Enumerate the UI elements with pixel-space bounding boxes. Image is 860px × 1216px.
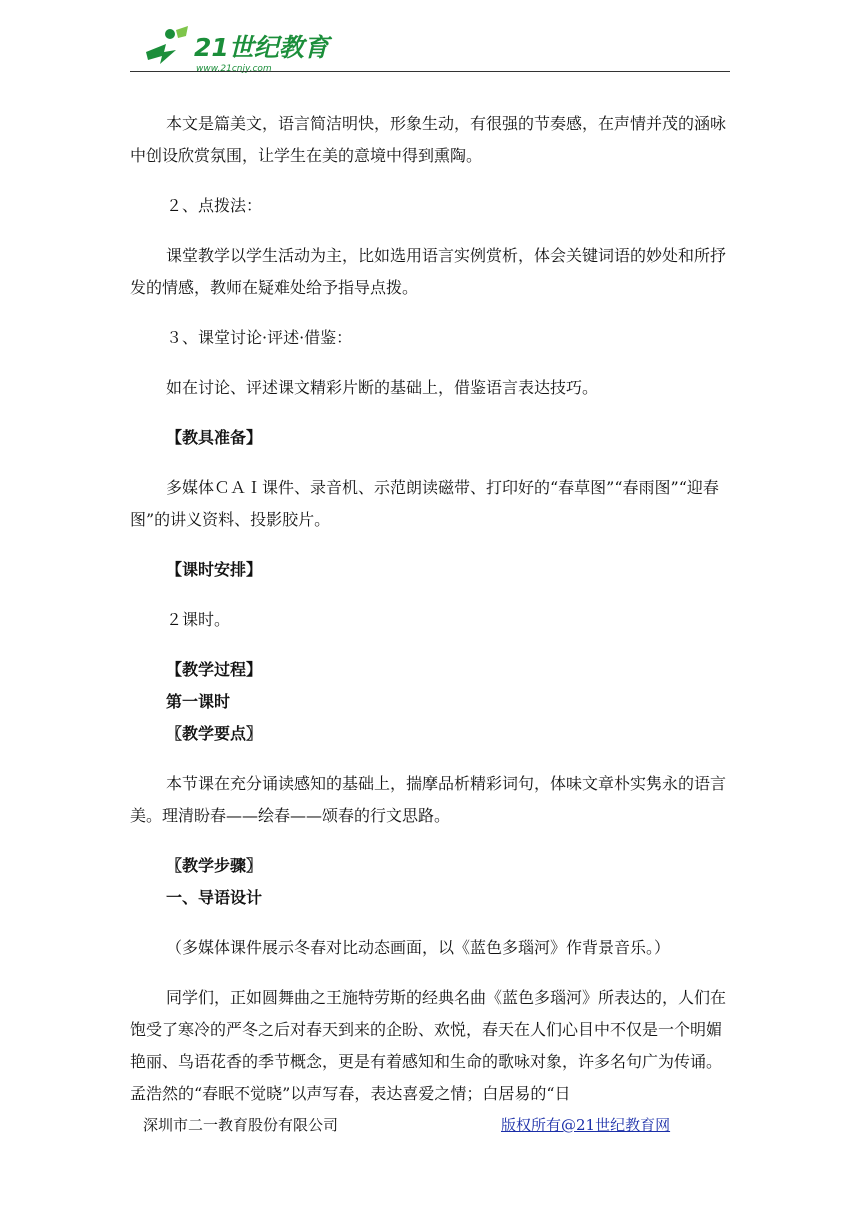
paragraph: 多媒体ＣＡＩ课件、录音机、示范朗读磁带、打印好的“春草图”“春雨图”“迎春图”的讲义资料、投影胶片。 <box>130 478 719 529</box>
paragraph: 同学们，正如圆舞曲之王施特劳斯的经典名曲《蓝色多瑙河》所表达的，人们在饱受了寒冷的严冬之后对春天到来的企盼、欢悦，春天在人们心目中不仅是一个明媚艳丽、鸟语花香的季节概念，更是有着感知和生命的歌咏对象，许多名句广为传诵。孟浩然的“春眠不觉晓”以声写春，表达喜爱之情；白居易的“日 <box>130 988 727 1103</box>
sub-heading: 一、导语设计 <box>166 888 263 907</box>
sub-heading: 〖教学步骤〗 <box>166 856 263 875</box>
sub-heading: 〖教学要点〗 <box>166 724 263 743</box>
logo-21cnjy <box>136 22 336 74</box>
logo-brand-text: 21世纪教育 <box>194 33 329 62</box>
section-heading: 【课时安排】 <box>166 560 263 579</box>
section-heading: 【教学过程】 <box>166 660 263 679</box>
paragraph: （多媒体课件展示冬春对比动态画面，以《蓝色多瑙河》作背景音乐。） <box>166 938 671 957</box>
paragraph: 如在讨论、评述课文精彩片断的基础上，借鉴语言表达技巧。 <box>166 378 599 397</box>
header-divider <box>130 71 730 72</box>
paragraph: 本文是篇美文，语言简洁明快，形象生动，有很强的节奏感，在声情并茂的涵咏中创设欣赏氛围，让学生在美的意境中得到熏陶。 <box>130 114 727 165</box>
paragraph: ２课时。 <box>166 610 231 629</box>
list-item: ３、课堂讨论·评述·借鉴： <box>166 328 353 347</box>
page-header <box>130 18 730 74</box>
footer-copyright-link[interactable]: 版权所有@21世纪教育网 <box>501 1116 671 1134</box>
list-item: ２、点拨法： <box>166 196 263 215</box>
document-body <box>130 108 730 1128</box>
footer-company: 深圳市二一教育股份有限公司 <box>143 1116 339 1134</box>
logo-url-text: www.21cnjy.com <box>196 64 272 74</box>
paragraph: 本节课在充分诵读感知的基础上，揣摩品析精彩词句，体味文章朴实隽永的语言美。理清盼春——绘春——颂春的行文思路。 <box>130 774 727 825</box>
section-heading: 【教具准备】 <box>166 428 263 447</box>
paragraph: 课堂教学以学生活动为主，比如选用语言实例赏析，体会关键词语的妙处和所抒发的情感，教师在疑难处给予指导点拨。 <box>130 246 727 297</box>
sub-heading: 第一课时 <box>166 692 231 711</box>
